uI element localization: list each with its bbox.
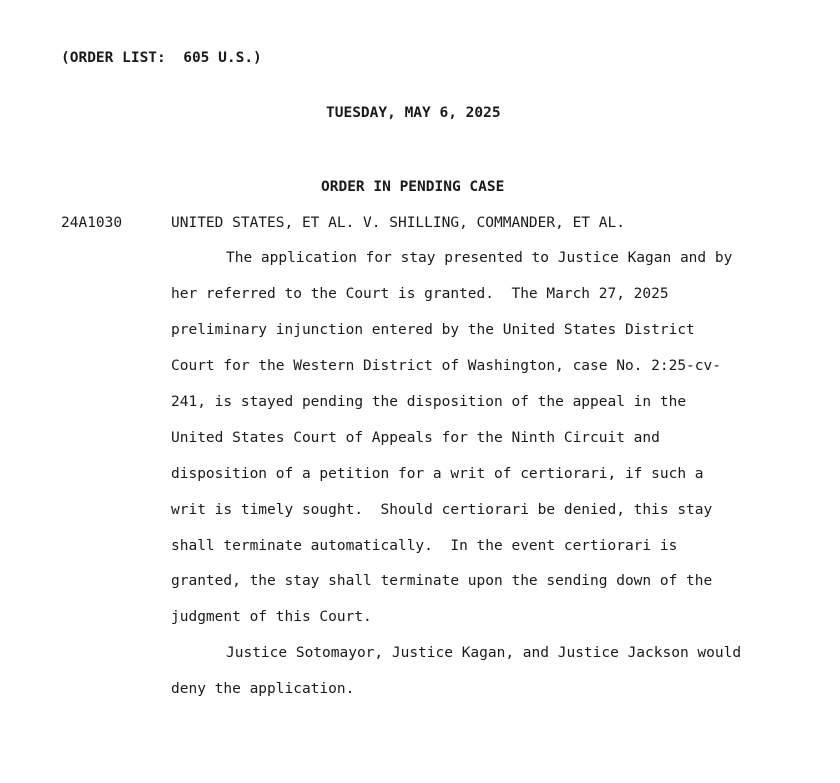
order-line: preliminary injunction entered by the United States District xyxy=(171,322,695,338)
order-date: TUESDAY, MAY 6, 2025 xyxy=(326,105,501,121)
case-caption: UNITED STATES, ET AL. V. SHILLING, COMMANDER, ET AL. xyxy=(171,215,625,231)
dissent-line: deny the application. xyxy=(171,681,355,697)
dissent-line: Justice Sotomayor, Justice Kagan, and Justice Jackson would xyxy=(226,645,742,661)
order-line: judgment of this Court. xyxy=(171,609,372,625)
order-line: 241, is stayed pending the disposition of the appeal in the xyxy=(171,394,687,410)
order-line: disposition of a petition for a writ of certiorari, if such a xyxy=(171,466,704,482)
order-line: her referred to the Court is granted. The March 27, 2025 xyxy=(171,286,669,302)
order-line: The application for stay presented to Justice Kagan and by xyxy=(226,250,733,266)
order-line: United States Court of Appeals for the Ninth Circuit and xyxy=(171,430,660,446)
section-title: ORDER IN PENDING CASE xyxy=(321,179,505,195)
order-line: writ is timely sought. Should certiorari be denied, this stay xyxy=(171,502,713,518)
order-line: Court for the Western District of Washington, case No. 2:25-cv- xyxy=(171,358,721,374)
order-list-header: (ORDER LIST: 605 U.S.) xyxy=(61,50,262,66)
docket-number: 24A1030 xyxy=(61,215,123,231)
order-line: shall terminate automatically. In the event certiorari is xyxy=(171,538,678,554)
order-line: granted, the stay shall terminate upon the sending down of the xyxy=(171,573,713,589)
